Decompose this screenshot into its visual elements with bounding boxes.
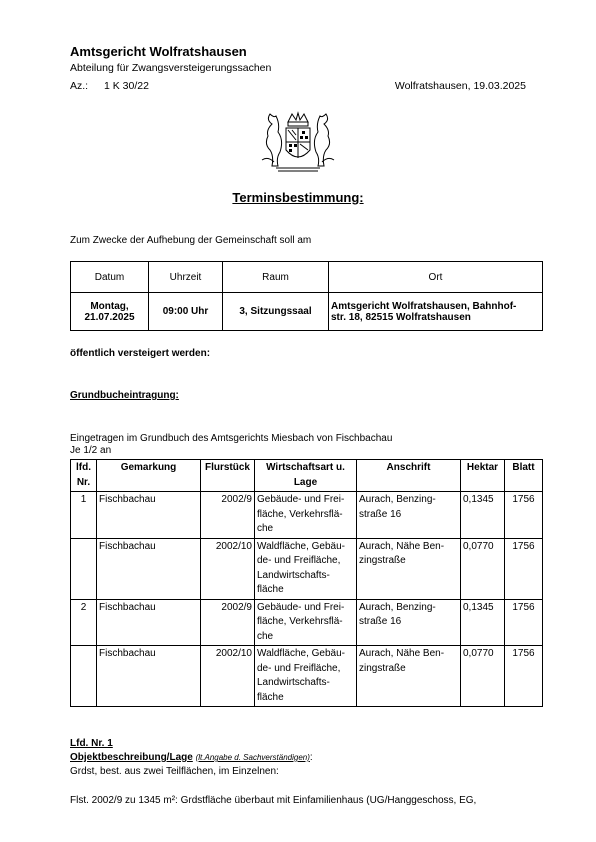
cell-anschrift [357,492,461,539]
table-row [71,646,543,707]
bavarian-coat-of-arms-icon [258,110,338,174]
cell-flurstueck: 2002/9 [201,492,255,539]
wirtschaftsart-line: Waldfläche, Gebäu- [257,540,346,552]
cell-blatt: 1756 [505,599,543,646]
objekt-colon: : [309,752,313,763]
header-blatt: Blatt [505,460,543,492]
wirtschaftsart-line: de- und Freifläche, [257,662,341,674]
az-label: Az.: [70,80,89,92]
table-row [71,492,543,539]
header-uhrzeit: Uhrzeit [149,262,223,293]
cell-hektar: 0,1345 [461,599,505,646]
header-flurstueck: Flurstück [201,460,255,492]
cell-hektar: 0,0770 [461,538,505,599]
table-row [71,599,543,646]
lfd-heading: Lfd. Nr. 1 [70,738,113,749]
cell-anschrift [357,538,461,599]
termin-table [70,261,543,331]
cell-gemarkung: Fischbachau [97,599,201,646]
anschrift-line: zingstraße [359,662,406,674]
court-name: Amtsgericht Wolfratshausen [70,44,247,59]
wirtschaftsart-line: Landwirtschafts- [257,677,330,688]
cell-wirtschaftsart [255,599,357,646]
intro-text: Zum Zwecke der Aufhebung der Gemeinschaft soll am [70,235,312,246]
grdst-text: Grdst, best. aus zwei Teilflächen, im Einzelnen: [70,766,279,777]
wirtschaftsart-line: fläche, Verkehrsflä- [257,616,343,627]
wirtschaftsart-line: fläche [257,691,284,703]
termin-time: 09:00 Uhr [149,293,223,331]
header-wirtschaftsart [255,460,357,492]
cell-gemarkung: Fischbachau [97,538,201,599]
flst-text: Flst. 2002/9 zu 1345 m²: Grdstfläche überbaut mit Einfamilienhaus (UG/Hanggeschoss, EG, [70,795,477,806]
grundbuch-header-row [71,460,543,492]
termin-room: 3, Sitzungssaal [223,293,329,331]
cell-flurstueck: 2002/9 [201,599,255,646]
termin-location-line1: Amtsgericht Wolfratshausen, Bahnhof- [331,300,517,312]
objekt-note: (lt.Angabe d. Sachverständigen) [195,753,310,762]
wirtschaftsart-line: fläche, Verkehrsflä- [257,508,343,520]
department: Abteilung für Zwangsversteigerungssachen [70,62,272,74]
document-title: Terminsbestimmung: [232,190,364,205]
cell-gemarkung: Fischbachau [97,492,201,539]
header-gemarkung: Gemarkung [97,460,201,492]
cell-lfd [71,646,97,707]
anschrift-line: straße 16 [359,616,402,627]
termin-weekday: Montag, [90,300,129,312]
cell-hektar: 0,1345 [461,492,505,539]
termin-location [329,293,543,331]
wirtschaftsart-line: Gebäude- und Frei- [257,601,345,613]
termin-header-row [71,262,543,293]
anschrift-line: zingstraße [359,555,406,566]
grundbuch-table [70,459,543,707]
header-anschrift: Anschrift [357,460,461,492]
cell-wirtschaftsart [255,492,357,539]
termin-value-row [71,293,543,331]
cell-lfd: 1 [71,492,97,539]
termin-location-line2: str. 18, 82515 Wolfratshausen [331,311,471,323]
termin-date [71,293,149,331]
cell-wirtschaftsart [255,538,357,599]
anschrift-line: Aurach, Nähe Ben- [359,540,445,552]
cell-hektar: 0,0770 [461,646,505,707]
wirtschaftsart-line: de- und Freifläche, [257,555,341,566]
cell-lfd: 2 [71,599,97,646]
wirtschaftsart-line: Landwirtschafts- [257,569,330,581]
cell-blatt: 1756 [505,646,543,707]
grundbuch-intro [70,433,392,457]
cell-flurstueck: 2002/10 [201,538,255,599]
cell-flurstueck: 2002/10 [201,646,255,707]
anschrift-line: Aurach, Benzing- [359,494,436,505]
cell-blatt: 1756 [505,538,543,599]
header-hektar: Hektar [461,460,505,492]
wirtschaftsart-line: che [257,630,274,642]
header-lfd-line1: lfd. [76,462,91,473]
cell-anschrift [357,599,461,646]
place-date: Wolfratshausen, 19.03.2025 [394,80,526,92]
table-row [71,538,543,599]
sold-text: öffentlich versteigert werden: [70,348,211,359]
header-raum: Raum [223,262,329,293]
cell-gemarkung: Fischbachau [97,646,201,707]
grundbuch-heading: Grundbucheintragung: [70,390,179,401]
grundbuch-intro-line1: Eingetragen im Grundbuch des Amtsgerichts Miesbach von Fischbachau [70,433,393,444]
anschrift-line: Aurach, Nähe Ben- [359,648,445,659]
az-value: 1 K 30/22 [104,80,149,92]
header-wirtschaftsart-line1: Wirtschaftsart u. [266,462,345,473]
objekt-label: Objektbeschreibung/Lage [70,752,193,763]
cell-blatt: 1756 [505,492,543,539]
header-datum: Datum [71,262,149,293]
cell-anschrift [357,646,461,707]
anschrift-line: Aurach, Benzing- [359,601,436,613]
objekt-heading [70,752,313,763]
wirtschaftsart-line: Gebäude- und Frei- [257,494,345,505]
header-wirtschaftsart-line2: Lage [293,476,318,488]
cell-wirtschaftsart [255,646,357,707]
header-lfd-line2: Nr. [76,476,91,488]
wirtschaftsart-line: Waldfläche, Gebäu- [257,648,346,659]
wirtschaftsart-line: fläche [257,584,284,595]
grundbuch-intro-line2: Je 1/2 an [70,445,112,456]
wirtschaftsart-line: che [257,523,274,534]
termin-date-value: 21.07.2025 [84,311,135,323]
header-lfd [71,460,97,492]
header-ort: Ort [329,262,543,293]
anschrift-line: straße 16 [359,508,402,520]
cell-lfd [71,538,97,599]
